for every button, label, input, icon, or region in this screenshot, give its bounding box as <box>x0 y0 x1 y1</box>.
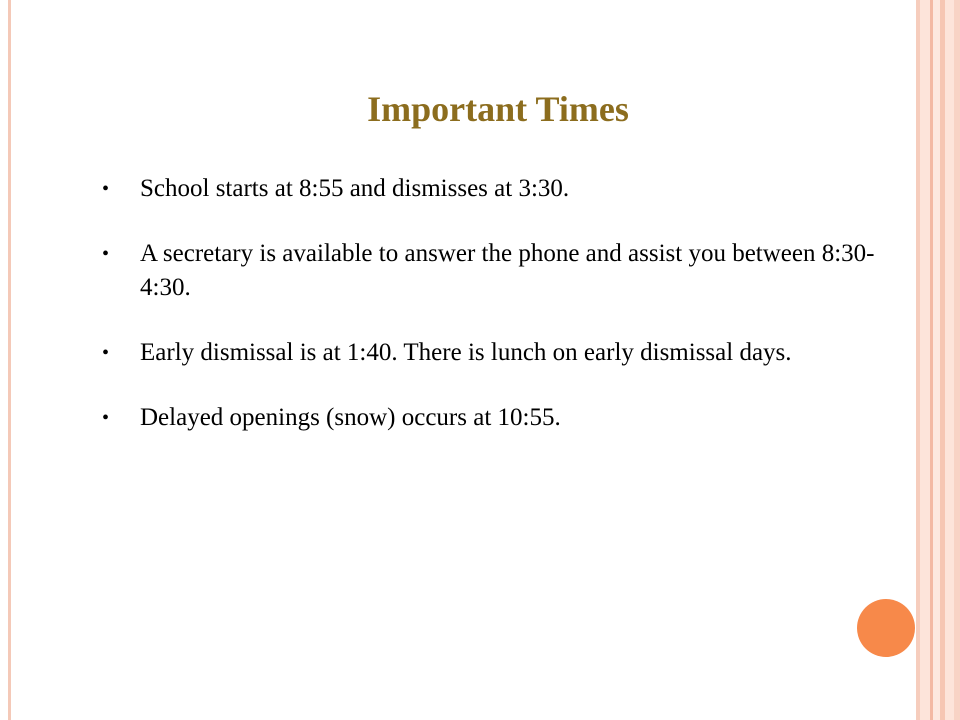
slide-title: Important Times <box>367 89 629 129</box>
bullet-item <box>102 172 902 206</box>
bullet-text: Delayed openings (snow) occurs at 10:55. <box>140 404 561 431</box>
bullet-item <box>102 401 902 435</box>
bullet-text: A secretary is available to answer the phone and assist you between 8:30-4:30. <box>140 240 875 301</box>
bullet-dot-icon: • <box>102 407 110 429</box>
bullet-dot-icon: • <box>102 342 110 364</box>
bullet-item <box>102 336 902 370</box>
bullet-text: School starts at 8:55 and dismisses at 3:30. <box>140 175 570 202</box>
bullet-text: Early dismissal is at 1:40. There is lunch on early dismissal days. <box>140 339 792 366</box>
bullet-dot-icon: • <box>102 243 110 265</box>
bullet-list <box>102 172 902 466</box>
decorative-circle-icon <box>857 599 915 657</box>
bullet-dot-icon: • <box>102 178 110 200</box>
bullet-item <box>102 237 902 305</box>
